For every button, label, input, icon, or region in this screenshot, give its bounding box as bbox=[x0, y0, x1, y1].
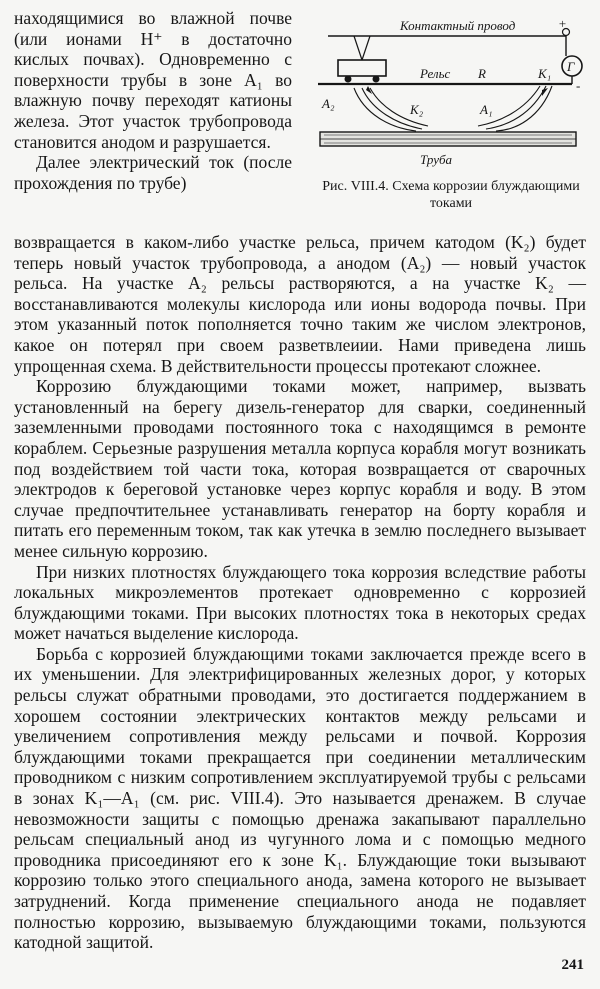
paragraph-3: Коррозию блуждающими токами может, например, вызвать установленный на берегу дизель-генератор для сварки, соединенный заземленными проводами постоянного тока с находящимся в ремонте кораблем. Серьезные разрушения металла корпуса корабля могут возникать под воздействием той части тока, которая возвращается от сварочных электродов к береговой установке через корпус корабля и воду. В этом случае предпочтительнее устанавливать генератор на борту корабля и питать его переменным током, так как утечка в землю последнего вызывает менее сильную коррозию. bbox=[14, 376, 586, 561]
figure-caption: Рис. VIII.4. Схема коррозии блуждающими токами bbox=[322, 179, 580, 211]
paragraph-left-1: находящимися во влажной почве (или ионами H⁺ в достаточно кислых почвах). Одновременно с поверхности трубы в зоне A₁ во влажную почву переходят катионы железа. Этот участок трубопровода становится анодом и разрушается. bbox=[14, 8, 292, 152]
rail-label: Рельс bbox=[420, 66, 451, 81]
tram-wheel-front bbox=[345, 76, 352, 83]
paragraph-5: Борьба с коррозией блуждающими токами заключается прежде всего в их уменьшении. Для электрифицированных железных дорог, у которых рельсы служат обратными проводами, это достигается поддержанием в хорошем состоянии электрических контактов между рельсами и увеличением сопротивления между рельсами и почвой. Коррозия блуждающими токами прекращается при соединении металлическим проводником с низким сопротивлением эксплуатируемой трубы с рельсами в зонах K₁—A₁ (см. рис. VIII.4). Это называется дренажем. В случае невозможности защиты с помощью дренажа закапывают параллельно рельсам специальный анод из чугунного лома и с помощью медного проводника присоединяют его к зоне K₁. Блуждающие токи вызывают коррозию только этого специального анода, замена которого не вызывает затруднений. Когда применение специального анода не подавляет полностью коррозию, вызываемую блуждающими токами, пользуются катодной защитой. bbox=[14, 643, 586, 953]
k1-label: K₁ bbox=[538, 66, 552, 81]
minus-label: - bbox=[576, 78, 581, 93]
k2-label: K₂ bbox=[410, 102, 424, 117]
paragraph-4: При низких плотностях блуждающего тока коррозия вследствие работы локальных микроэлементов протекает одновременно с коррозией блуждающими токами. При высоких плотностях тока в некоторых средах может начаться выделение кислорода. bbox=[14, 561, 586, 644]
tram-car bbox=[338, 60, 386, 76]
plus-label: + bbox=[558, 16, 567, 31]
contact-wire-label: Контактный провод bbox=[400, 18, 516, 33]
pantograph-right bbox=[362, 36, 370, 60]
pantograph-left bbox=[354, 36, 362, 60]
a1-label: A₁ bbox=[480, 102, 493, 117]
corrosion-diagram bbox=[310, 10, 592, 175]
main-text bbox=[14, 232, 586, 953]
resistance-label: R bbox=[478, 66, 486, 81]
paragraph-2-continuation: возвращается в каком-либо участке рельса, причем катодом (K₂) будет теперь новый участок трубопровода, а анодом (A₂) — новый участок рельса. На участке A₂ рельсы растворяются, а на участке K₂ — восстанавливаются молекулы кислорода или ионы водорода почвы. При этом указанный поток пополняется точно таким же числом электронов, какое он потерял при своем разветвлеиии. Нами приведена лишь упрощенная схема. В действительности процессы протекают сложнее. bbox=[14, 232, 586, 376]
pipe-label: Труба bbox=[420, 152, 453, 167]
tram-wheel-rear bbox=[373, 76, 380, 83]
arrowhead-k1 bbox=[542, 88, 548, 96]
left-column-text bbox=[14, 8, 292, 193]
paragraph-left-2-start: Далее электрический ток (после прохождения по трубе) bbox=[14, 152, 292, 193]
generator-label: Г bbox=[567, 59, 575, 74]
a2-label: A₂ bbox=[322, 96, 335, 111]
current-path-k1-a1-2 bbox=[486, 86, 546, 129]
page-number: 241 bbox=[561, 957, 584, 973]
